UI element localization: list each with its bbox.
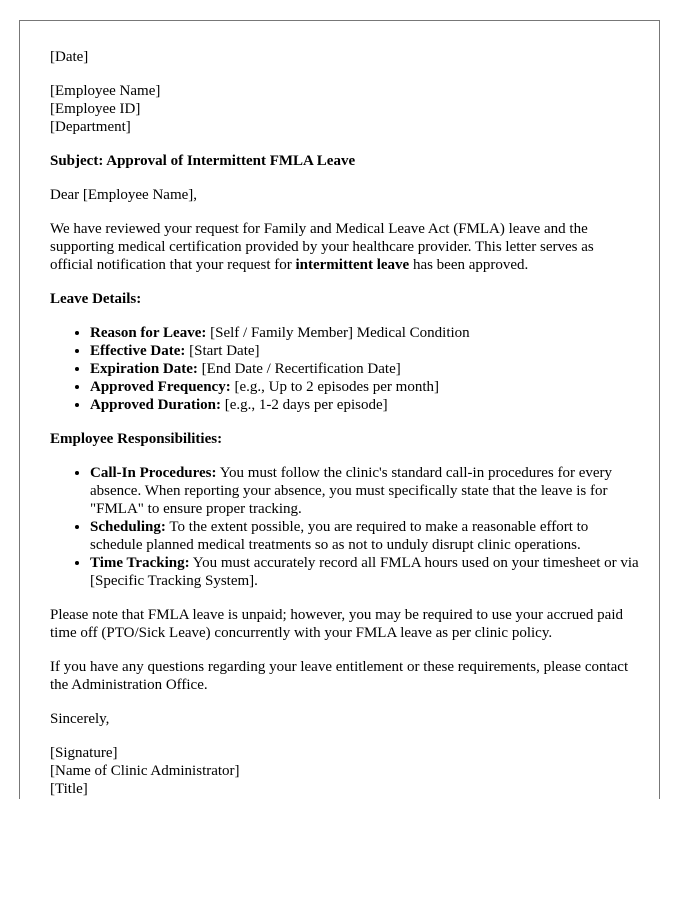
intro-text-bold: intermittent leave: [295, 257, 410, 273]
list-item-value: To the extent possible, you are required to make a reasonable effort to schedule planned medical treatments so as not to unduly disrupt clinic operations.: [90, 519, 589, 553]
letter-page: [19, 20, 660, 799]
list-item-value: [Start Date]: [185, 343, 260, 359]
responsibilities-heading: Employee Responsibilities:: [50, 431, 223, 447]
letter-date: [Date]: [50, 49, 89, 65]
list-item-label: Call-In Procedures:: [90, 465, 217, 481]
list-item-value: You must accurately record all FMLA hours used on your timesheet or via [Specific Tracking System].: [90, 555, 639, 589]
list-item: [90, 324, 640, 342]
letter-closing: Sincerely,: [50, 711, 110, 727]
list-item: [90, 360, 640, 378]
list-item-value: [Self / Family Member] Medical Condition: [206, 325, 470, 341]
letter-content: [50, 48, 640, 814]
list-item: [90, 396, 640, 414]
intro-text-after: has been approved.: [409, 257, 529, 273]
recipient-department: [Department]: [50, 119, 131, 135]
list-item: [90, 518, 640, 554]
signer-title: [Title]: [50, 781, 88, 797]
list-item-label: Effective Date:: [90, 343, 186, 359]
list-item-label: Reason for Leave:: [90, 325, 207, 341]
questions-paragraph: If you have any questions regarding your leave entitlement or these requirements, please contact the Administration Office.: [50, 659, 629, 693]
intro-text-before: We have reviewed your request for Family and Medical Leave Act (FMLA) leave and the supporting medical certification provided by your healthcare provider. This letter serves as official notification that your request for: [50, 221, 594, 273]
pto-note-paragraph: Please note that FMLA leave is unpaid; however, you may be required to use your accrued paid time off (PTO/Sick Leave) concurrently with your FMLA leave as per clinic policy.: [50, 607, 623, 641]
recipient-name: [Employee Name]: [50, 83, 161, 99]
list-item-label: Approved Duration:: [90, 397, 221, 413]
list-item: [90, 554, 640, 590]
list-item-label: Scheduling:: [90, 519, 166, 535]
recipient-block: [50, 82, 640, 136]
leave-details-heading: Leave Details:: [50, 291, 142, 307]
list-item: [90, 464, 640, 518]
list-item-value: [End Date / Recertification Date]: [197, 361, 401, 377]
intro-paragraph: [50, 220, 640, 274]
list-item-label: Approved Frequency:: [90, 379, 231, 395]
responsibilities-list: [50, 464, 640, 590]
recipient-id: [Employee ID]: [50, 101, 141, 117]
list-item: [90, 378, 640, 396]
signature-line: [Signature]: [50, 745, 118, 761]
list-item-label: Expiration Date:: [90, 361, 198, 377]
list-item-value: You must follow the clinic's standard call-in procedures for every absence. When reporting your absence, you must specifically state that the leave is for "FMLA" to ensure proper tracking.: [90, 465, 613, 517]
letter-subject: Subject: Approval of Intermittent FMLA Leave: [50, 153, 356, 169]
list-item-value: [e.g., 1-2 days per episode]: [221, 397, 388, 413]
letter-salutation: Dear [Employee Name],: [50, 187, 198, 203]
list-item-value: [e.g., Up to 2 episodes per month]: [230, 379, 439, 395]
list-item-label: Time Tracking:: [90, 555, 190, 571]
signer-name: [Name of Clinic Administrator]: [50, 763, 240, 779]
list-item: [90, 342, 640, 360]
signature-block: [50, 744, 640, 798]
leave-details-list: [50, 324, 640, 414]
